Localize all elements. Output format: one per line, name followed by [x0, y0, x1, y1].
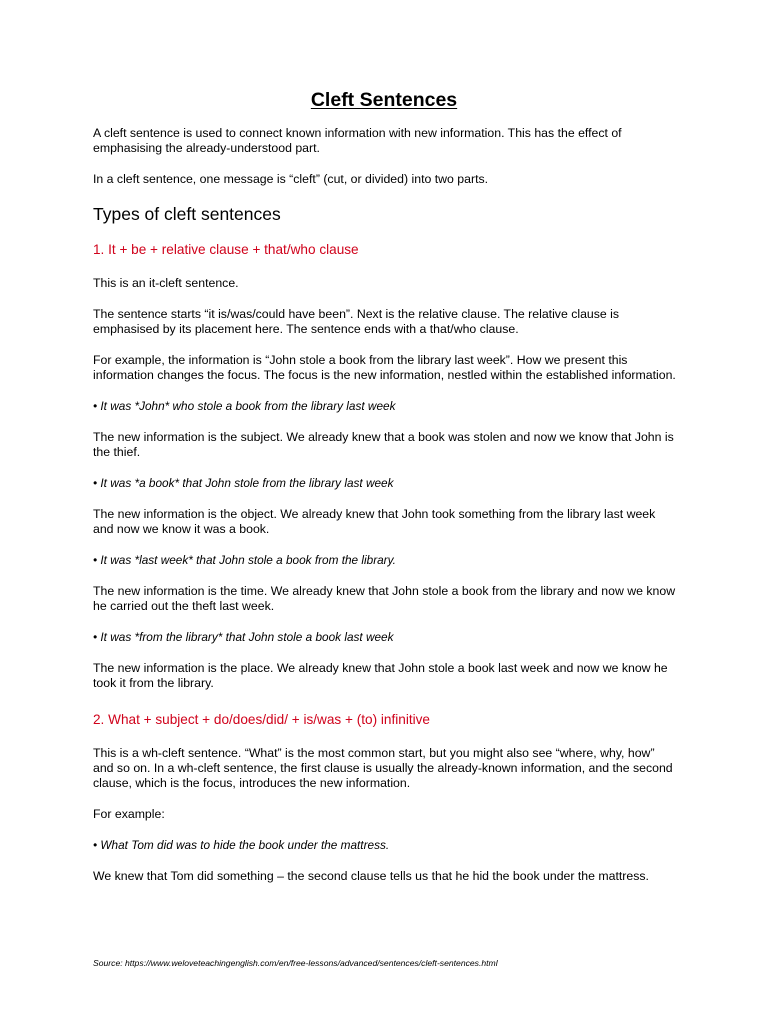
example-bullet: • It was *John* who stole a book from the library last week: [93, 399, 396, 413]
section-heading: Types of cleft sentences: [93, 204, 281, 224]
body-paragraph: For example, the information is “John stole a book from the library last week”. How we present this information changes the focus. The focus is the new information, nestled within the established information.: [93, 353, 676, 382]
example-explanation: The new information is the subject. We already knew that a book was stolen and now we know that John is the thief.: [93, 430, 674, 459]
type1-heading: 1. It + be + relative clause + that/who clause: [93, 242, 359, 257]
example-bullet: • It was *from the library* that John stole a book last week: [93, 630, 394, 644]
body-paragraph: This is a wh-cleft sentence. “What” is the most common start, but you might also see “where, why, how” and so on. In a wh-cleft sentence, the first clause is usually the already-known information, and the second clause, which is the focus, introduces the new information.: [93, 746, 673, 790]
document-body: [93, 126, 678, 900]
body-paragraph: This is an it-cleft sentence.: [93, 276, 239, 290]
example-bullet: • What Tom did was to hide the book under the mattress.: [93, 838, 390, 852]
example-explanation: The new information is the place. We already knew that John stole a book last week and now we know he took it from the library.: [93, 661, 668, 690]
intro-paragraph: In a cleft sentence, one message is “cleft” (cut, or divided) into two parts.: [93, 172, 489, 186]
intro-paragraph: A cleft sentence is used to connect known information with new information. This has the effect of emphasising the already-understood part.: [93, 126, 622, 155]
example-explanation: The new information is the time. We already knew that John stole a book from the library and now we know he carried out the theft last week.: [93, 584, 676, 613]
body-paragraph: The sentence starts “it is/was/could have been”. Next is the relative clause. The relative clause is emphasised by its placement here. The sentence ends with a that/who clause.: [93, 307, 620, 336]
body-paragraph: For example:: [93, 807, 165, 821]
example-bullet: • It was *a book* that John stole from the library last week: [93, 476, 394, 490]
example-explanation: The new information is the object. We already knew that John took something from the library last week and now we know it was a book.: [93, 507, 656, 536]
source-citation: Source: https://www.weloveteachingenglish.com/en/free-lessons/advanced/sentences/cleft-sentences.html: [93, 958, 498, 968]
example-bullet: • It was *last week* that John stole a book from the library.: [93, 553, 396, 567]
page-title: Cleft Sentences: [310, 89, 458, 111]
example-explanation: We knew that Tom did something – the second clause tells us that he hid the book under the mattress.: [93, 869, 649, 883]
type2-heading: 2. What + subject + do/does/did/ + is/was + (to) infinitive: [93, 712, 430, 727]
